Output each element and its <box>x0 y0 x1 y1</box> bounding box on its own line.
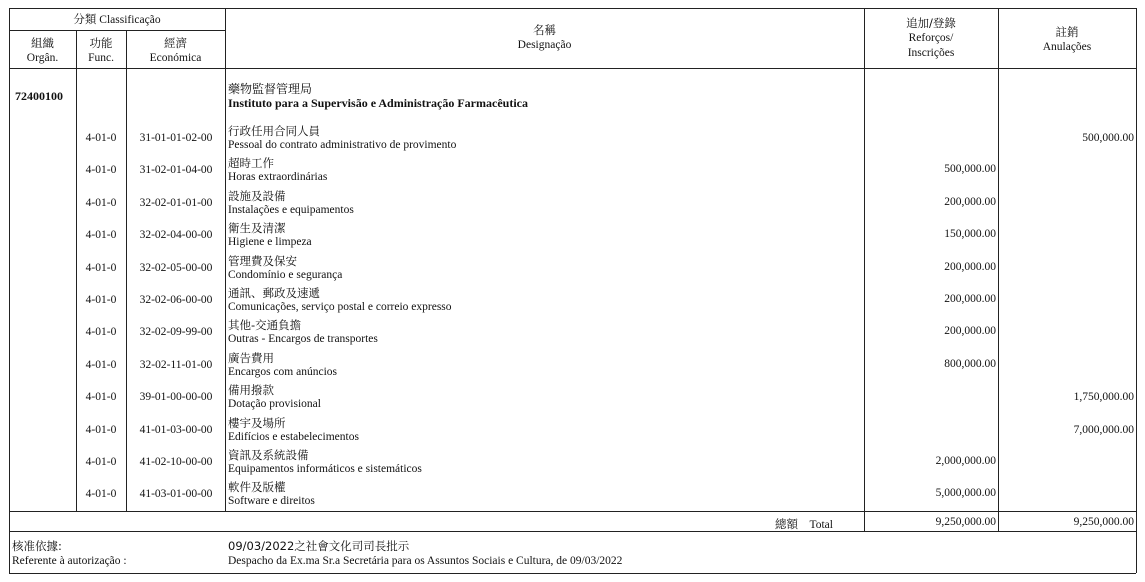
organ-name-zh: 藥物監督管理局 <box>228 82 313 96</box>
row-name-pt: Condomínio e segurança <box>228 268 343 281</box>
row-func-code: 4-01-0 <box>85 164 117 177</box>
row-name-pt: Encargos com anúncios <box>228 365 338 378</box>
table-row <box>0 479 1145 511</box>
name-header-pt: Designação <box>517 39 572 51</box>
row-econ-code: 32-02-09-99-00 <box>139 326 213 339</box>
row-name-zh: 資訊及系統設備 <box>228 448 309 462</box>
row-reforcos: 200,000.00 <box>944 293 996 305</box>
row-func-code: 4-01-0 <box>85 358 117 371</box>
row-name-zh: 其他-交通負擔 <box>228 318 302 333</box>
row-name-zh: 衛生及清潔 <box>228 221 286 236</box>
row-name-zh: 備用撥款 <box>228 383 274 398</box>
row-name-pt: Horas extraordinárias <box>228 171 328 184</box>
row-name-zh: 樓宇及場所 <box>228 415 286 430</box>
row-name-pt: Higiene e limpeza <box>228 236 312 249</box>
row-reforcos: 800,000.00 <box>944 357 996 370</box>
table-row <box>0 350 1145 382</box>
table-row <box>0 415 1145 447</box>
row-name-pt: Edifícios e estabelecimentos <box>228 430 359 443</box>
organ-header-zh: 組織 <box>31 36 54 50</box>
organ-code: 72400100 <box>15 89 63 103</box>
authorization-text-pt: Despacho da Ex.ma Sr.a Secretária para os Assuntos Sociais e Cultura, de 09/03/2022 <box>228 555 623 567</box>
row-anulacoes: 7,000,000.00 <box>1073 423 1134 436</box>
table-row <box>0 220 1145 252</box>
row-econ-code: 41-03-01-00-00 <box>139 488 213 501</box>
row-econ-code: 31-02-01-04-00 <box>139 164 213 177</box>
row-econ-code: 32-02-04-00-00 <box>139 229 213 242</box>
header-bottom-border <box>9 68 1136 69</box>
row-econ-code: 41-01-03-00-00 <box>139 423 213 436</box>
total-label-pt: Total <box>809 519 833 531</box>
table-top-border <box>9 8 1136 9</box>
classification-zh: 分類 <box>73 12 97 26</box>
row-name-pt: Comunicações, serviço postal e correio expresso <box>228 301 452 313</box>
total-anulacoes: 9,250,000.00 <box>1073 516 1134 528</box>
row-name-pt: Outras - Encargos de transportes <box>228 333 378 346</box>
table-row <box>0 447 1145 479</box>
table-row <box>0 285 1145 317</box>
anulacoes-header <box>998 25 1136 55</box>
row-func-code: 4-01-0 <box>85 423 117 436</box>
table-row <box>0 382 1145 414</box>
row-name-zh: 行政任用合同人員 <box>228 124 320 138</box>
row-name-pt: Dotação provisional <box>228 398 321 411</box>
row-econ-code: 31-01-01-02-00 <box>139 132 213 144</box>
row-name-pt: Equipamentos informáticos e sistemáticos <box>228 463 422 475</box>
total-label <box>775 516 833 532</box>
row-func-code: 4-01-0 <box>85 261 117 274</box>
row-reforcos: 200,000.00 <box>944 325 996 338</box>
row-econ-code: 32-02-06-00-00 <box>139 294 213 306</box>
anulacoes-header-zh: 註銷 <box>1055 25 1079 39</box>
row-econ-code: 32-02-11-01-00 <box>139 358 213 371</box>
row-name-zh: 廣告費用 <box>228 350 274 365</box>
row-reforcos: 5,000,000.00 <box>935 487 996 500</box>
total-reforcos: 9,250,000.00 <box>935 516 996 528</box>
table-bottom-border <box>9 573 1136 574</box>
table-row <box>0 123 1145 155</box>
func-header <box>76 36 126 66</box>
row-anulacoes: 1,750,000.00 <box>1073 391 1134 404</box>
row-econ-code: 39-01-00-00-00 <box>139 391 213 404</box>
organ-header-pt: Orgân. <box>26 52 59 64</box>
row-name-pt: Pessoal do contrato administrativo de provimento <box>228 139 457 151</box>
row-anulacoes: 500,000.00 <box>1082 132 1134 144</box>
reforcos-header-pt1: Reforços/ <box>908 32 954 44</box>
func-header-pt: Func. <box>88 52 114 64</box>
reforcos-header <box>864 16 998 61</box>
classification-divider <box>9 30 225 31</box>
authorization-label-zh: 核准依據: <box>12 539 62 553</box>
name-header <box>225 23 864 53</box>
row-reforcos: 2,000,000.00 <box>935 455 996 467</box>
classification-header <box>9 12 225 28</box>
classification-pt: Classificação <box>99 14 161 26</box>
row-reforcos: 150,000.00 <box>944 228 996 241</box>
authorization-label-pt: Referente à autorização : <box>12 555 127 567</box>
row-func-code: 4-01-0 <box>85 294 117 306</box>
row-name-pt: Instalações e equipamentos <box>228 203 354 216</box>
name-header-zh: 名稱 <box>533 23 556 37</box>
func-header-zh: 功能 <box>89 36 113 50</box>
row-econ-code: 32-02-01-01-00 <box>139 196 213 209</box>
row-func-code: 4-01-0 <box>85 456 117 468</box>
reforcos-header-zh: 追加/登錄 <box>906 16 956 30</box>
authorization-text-zh: 09/03/2022之社會文化司司長批示 <box>228 539 410 553</box>
organ-name-pt: Instituto para a Supervisão e Administração Farmacêutica <box>228 96 528 110</box>
total-bottom-border <box>9 531 1136 532</box>
row-func-code: 4-01-0 <box>85 132 117 144</box>
row-reforcos: 500,000.00 <box>944 163 996 176</box>
row-name-zh: 通訊、郵政及速遞 <box>228 286 320 300</box>
row-func-code: 4-01-0 <box>85 326 117 339</box>
table-row <box>0 317 1145 349</box>
total-label-zh: 總額 <box>775 517 798 531</box>
econ-header <box>126 36 225 66</box>
row-func-code: 4-01-0 <box>85 229 117 242</box>
econ-header-pt: Económica <box>149 52 202 64</box>
econ-header-zh: 經濟 <box>164 36 187 50</box>
row-func-code: 4-01-0 <box>85 488 117 501</box>
reforcos-header-pt2: Inscrições <box>907 47 955 59</box>
row-func-code: 4-01-0 <box>85 196 117 209</box>
row-econ-code: 41-02-10-00-00 <box>139 456 213 468</box>
anulacoes-header-pt: Anulações <box>1042 41 1092 53</box>
row-name-zh: 超時工作 <box>228 156 274 171</box>
row-name-zh: 設施及設備 <box>228 188 286 203</box>
organ-header <box>9 36 76 66</box>
row-name-zh: 管理費及保安 <box>228 253 297 268</box>
row-econ-code: 32-02-05-00-00 <box>139 261 213 274</box>
row-name-zh: 軟件及版權 <box>228 480 286 495</box>
row-name-pt: Software e direitos <box>228 495 315 508</box>
row-reforcos: 200,000.00 <box>944 260 996 273</box>
row-func-code: 4-01-0 <box>85 391 117 404</box>
table-row <box>0 155 1145 187</box>
table-row <box>0 253 1145 285</box>
row-reforcos: 200,000.00 <box>944 195 996 208</box>
table-row <box>0 188 1145 220</box>
